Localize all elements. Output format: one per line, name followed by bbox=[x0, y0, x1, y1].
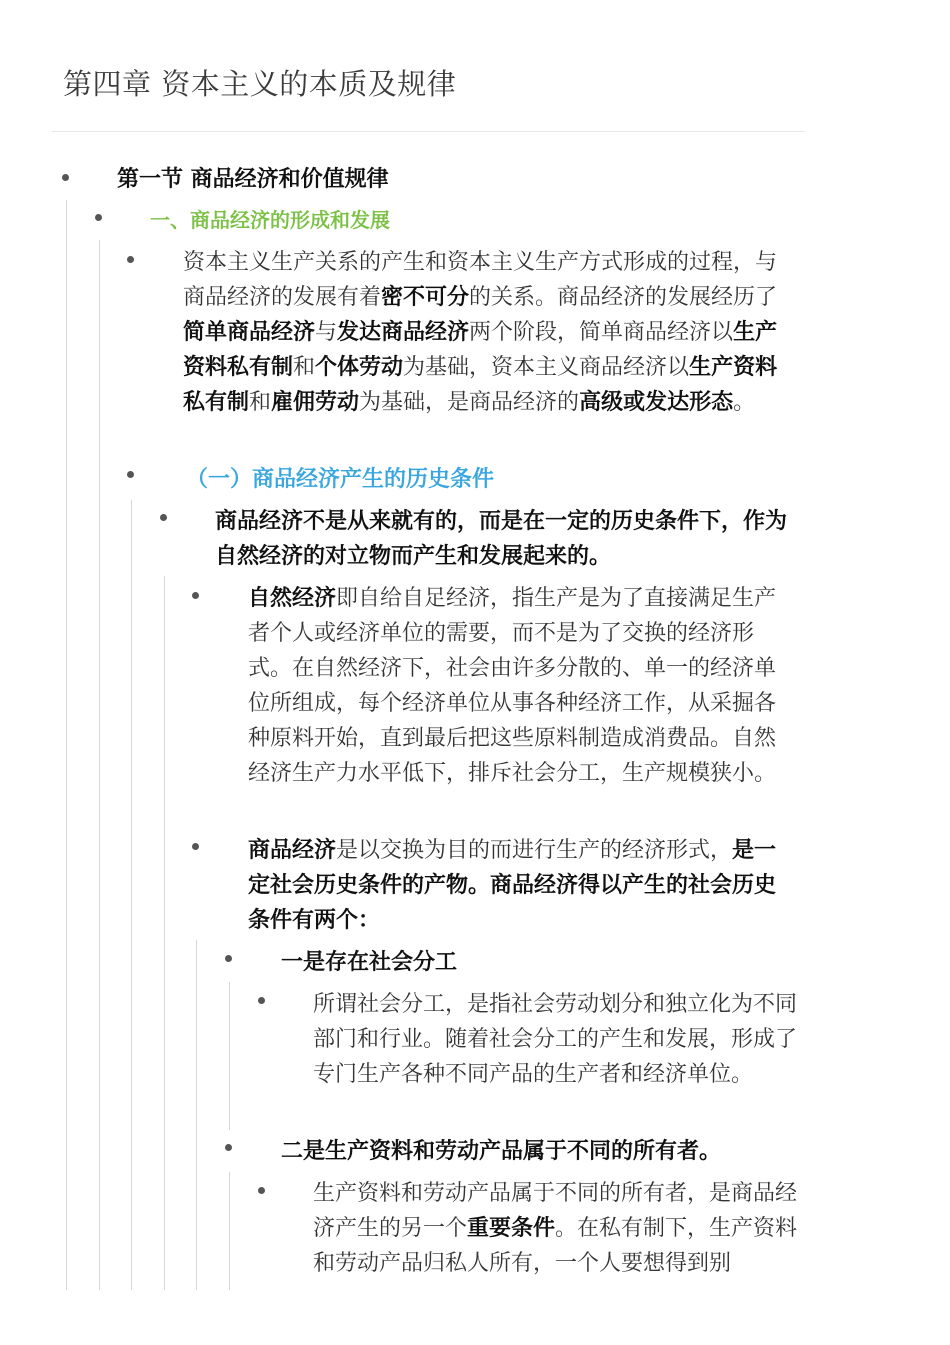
bullet-cond1-text bbox=[258, 997, 265, 1004]
page-title: 第四章 资本主义的本质及规律 bbox=[63, 67, 457, 101]
subsection-heading-conditions: （一）商品经济产生的历史条件 bbox=[186, 467, 495, 492]
intro-text-5: 和 bbox=[293, 355, 316, 380]
intro-bold-5: 个体劳动 bbox=[315, 355, 404, 380]
guide-line-level1 bbox=[66, 200, 67, 1290]
intro-bold-1: 密不可分 bbox=[381, 285, 470, 310]
condition-1-title: 一是存在社会分工 bbox=[281, 950, 458, 975]
guide-line-level6a bbox=[229, 982, 230, 1130]
intro-text-4: 两个阶段，简单商品经济以 bbox=[469, 320, 734, 345]
bullet-intro bbox=[127, 256, 134, 263]
condition-1-heading bbox=[281, 945, 801, 980]
intro-text-8: 为基础，是商品经济的 bbox=[359, 390, 580, 415]
condition-2-bold: 重要条件 bbox=[467, 1216, 556, 1241]
guide-line-level2 bbox=[99, 240, 100, 1290]
intro-bold-6: 生产资料私有制 bbox=[183, 355, 778, 415]
intro-bold-2: 简单商品经济 bbox=[183, 320, 316, 345]
intro-bold-3: 发达商品经济 bbox=[337, 320, 470, 345]
subsection-heading-formation: 一、商品经济的形成和发展 bbox=[150, 208, 390, 232]
title-divider bbox=[52, 131, 805, 132]
natural-economy-term: 自然经济 bbox=[248, 586, 337, 611]
condition-2-text-2: 。在私有制下，生产资料和劳动产品归私人所有，一个人要想得到别 bbox=[313, 1216, 798, 1276]
condition-2-heading bbox=[281, 1134, 801, 1169]
commodity-economy-term: 商品经济 bbox=[248, 838, 337, 863]
intro-text-1: 资本主义生产关系的产生和资本主义生产方式形成的过程，与商品经济的发展有着 bbox=[183, 250, 778, 310]
guide-line-level6b bbox=[229, 1172, 230, 1290]
commodity-economy-paragraph bbox=[248, 833, 793, 938]
bullet-natural bbox=[192, 592, 199, 599]
intro-bold-7: 雇佣劳动 bbox=[271, 390, 360, 415]
bullet-sub1 bbox=[95, 214, 102, 221]
bullet-section bbox=[62, 174, 69, 181]
intro-text-2: 的关系。商品经济的发展经历了 bbox=[469, 285, 778, 310]
commodity-economy-bold: 是一定社会历史条件的产物。商品经济得以产生的社会历史条件有两个： bbox=[248, 838, 777, 933]
bullet-commodity bbox=[192, 843, 199, 850]
bullet-cond2 bbox=[225, 1144, 232, 1151]
guide-line-level4 bbox=[164, 576, 165, 1290]
intro-bold-8: 高级或发达形态 bbox=[579, 390, 734, 415]
natural-economy-text: 即自给自足经济，指生产是为了直接满足生产者个人或经济单位的需要，而不是为了交换的经济形式。在自然经济下，社会由许多分散的、单一的经济单位所组成，每个经济单位从事各种经济工作，从采掘各种原料开始，直到最后把这些原料制造成消费品。自然经济生产力水平低下，排斥社会分工，生产规模狭小。 bbox=[248, 586, 777, 786]
intro-text-3: 与 bbox=[315, 320, 338, 345]
section-heading: 第一节 商品经济和价值规律 bbox=[117, 167, 389, 192]
natural-economy-paragraph bbox=[248, 581, 793, 791]
guide-line-level3 bbox=[131, 500, 132, 1290]
condition-1-paragraph: 所谓社会分工，是指社会劳动划分和独立化为不同部门和行业。随着社会分工的产生和发展，形成了专门生产各种不同产品的生产者和经济单位。 bbox=[313, 992, 798, 1087]
condition-2-text-1: 生产资料和劳动产品属于不同的所有者，是商品经济产生的另一个 bbox=[313, 1181, 798, 1241]
bullet-cond1 bbox=[225, 955, 232, 962]
intro-text-9: 。 bbox=[733, 390, 756, 415]
intro-bold-4: 生产资料私有制 bbox=[183, 320, 778, 380]
intro-paragraph bbox=[183, 245, 795, 420]
intro-text-6: 为基础，资本主义商品经济以 bbox=[403, 355, 690, 380]
thesis-paragraph bbox=[215, 504, 805, 574]
bullet-cond2-text bbox=[258, 1187, 265, 1194]
condition-2-title: 二是生产资料和劳动产品属于不同的所有者。 bbox=[281, 1139, 722, 1164]
commodity-economy-text: 是以交换为目的而进行生产的经济形式， bbox=[336, 838, 733, 863]
thesis-text: 商品经济不是从来就有的，而是在一定的历史条件下，作为自然经济的对立物而产生和发展起来的。 bbox=[215, 509, 788, 569]
bullet-sub2 bbox=[127, 471, 134, 478]
condition-2-paragraph bbox=[313, 1176, 808, 1281]
intro-text-7: 和 bbox=[249, 390, 272, 415]
bullet-thesis bbox=[160, 514, 167, 521]
guide-line-level5 bbox=[196, 940, 197, 1290]
